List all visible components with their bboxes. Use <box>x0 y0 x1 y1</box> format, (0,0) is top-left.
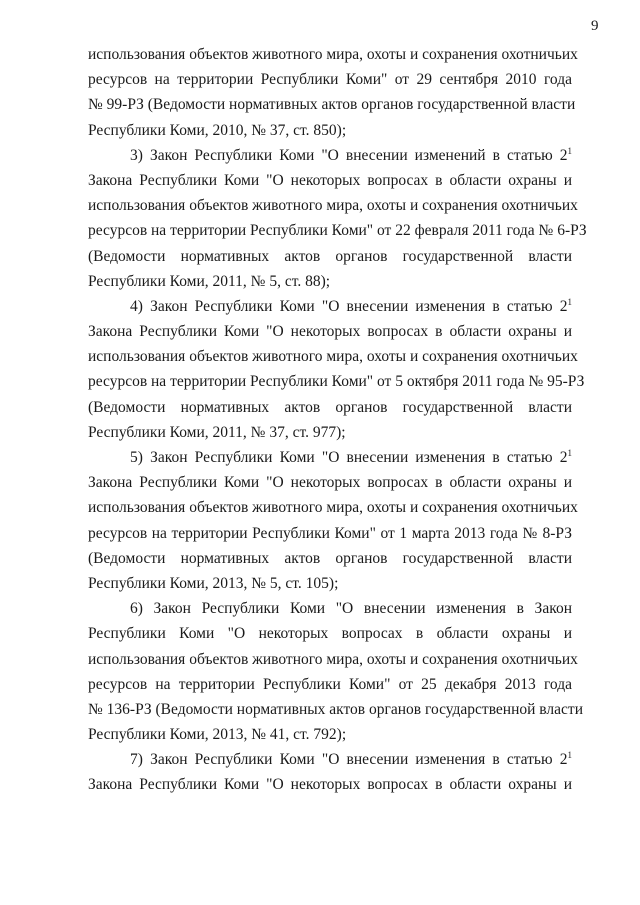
text-line: Закона Республики Коми "О некоторых вопросах в области охраны и <box>88 171 572 189</box>
superscript: 1 <box>567 447 572 458</box>
text-line: ресурсов на территории Республики Коми" от 29 сентября 2010 года <box>88 71 572 89</box>
text-line: ресурсов на территории Республики Коми" от 5 октября 2011 года № 95-РЗ <box>88 373 585 391</box>
text-line: ресурсов на территории Республики Коми" от 25 декабря 2013 года <box>88 675 572 693</box>
text-line <box>88 445 572 470</box>
text-line-content: 7) Закон Республики Коми "О внесении изменения в статью 2 <box>130 751 568 769</box>
text-line: Закона Республики Коми "О некоторых вопросах в области охраны и <box>88 474 572 492</box>
text-line-content: 3) Закон Республики Коми "О внесении изменений в статью 2 <box>130 146 568 164</box>
paragraph-item-5 <box>88 445 578 596</box>
text-line: использования объектов животного мира, охоты и сохранения охотничьих <box>88 46 578 63</box>
text-line-content: 4) Закон Республики Коми "О внесении изменения в статью 2 <box>130 297 568 315</box>
text-line: (Ведомости нормативных актов органов государственной власти <box>88 549 572 567</box>
text-line: Республики Коми "О некоторых вопросах в области охраны и <box>88 625 572 643</box>
paragraph-item-4 <box>88 294 585 445</box>
text-line: ресурсов на территории Республики Коми" от 22 февраля 2011 года № 6-РЗ <box>88 222 587 240</box>
text-line: использования объектов животного мира, охоты и сохранения охотничьих <box>88 499 578 517</box>
superscript: 1 <box>567 750 572 761</box>
text-line: 6) Закон Республики Коми "О внесении изменения в Закон <box>130 600 572 618</box>
text-line: использования объектов животного мира, охоты и сохранения охотничьих <box>88 197 578 215</box>
text-line <box>88 294 572 319</box>
text-line: Закона Республики Коми "О некоторых вопросах в области охраны и <box>88 776 572 794</box>
text-line: Республики Коми, 2013, № 41, ст. 792); <box>88 726 347 744</box>
superscript: 1 <box>567 296 572 307</box>
text-line <box>88 143 572 168</box>
text-line: использования объектов животного мира, охоты и сохранения охотничьих <box>88 650 578 668</box>
document-body <box>88 42 587 798</box>
text-line: (Ведомости нормативных актов органов государственной власти <box>88 398 572 416</box>
text-line: Республики Коми, 2010, № 37, ст. 850); <box>88 121 347 139</box>
text-line: Республики Коми, 2013, № 5, ст. 105); <box>88 574 339 592</box>
text-line: (Ведомости нормативных актов органов государственной власти <box>88 247 572 265</box>
text-line: ресурсов на территории Республики Коми" от 1 марта 2013 года № 8-РЗ <box>88 524 572 542</box>
paragraph-item-6 <box>88 596 583 747</box>
paragraph-item-3 <box>88 143 587 294</box>
text-line: № 136-РЗ (Ведомости нормативных актов органов государственной власти <box>88 700 583 718</box>
paragraph-item-2-tail <box>88 42 578 143</box>
text-line: Республики Коми, 2011, № 5, ст. 88); <box>88 272 331 290</box>
text-line: Закона Республики Коми "О некоторых вопросах в области охраны и <box>88 323 572 341</box>
paragraph-item-7 <box>88 747 572 797</box>
page-number: 9 <box>591 18 599 34</box>
text-line: № 99-РЗ (Ведомости нормативных актов органов государственной власти <box>88 96 576 114</box>
superscript: 1 <box>567 145 572 156</box>
text-line: использования объектов животного мира, охоты и сохранения охотничьих <box>88 348 578 366</box>
text-line-content: 5) Закон Республики Коми "О внесении изменения в статью 2 <box>130 449 568 466</box>
text-line <box>88 747 572 772</box>
text-line: Республики Коми, 2011, № 37, ст. 977); <box>88 423 346 441</box>
